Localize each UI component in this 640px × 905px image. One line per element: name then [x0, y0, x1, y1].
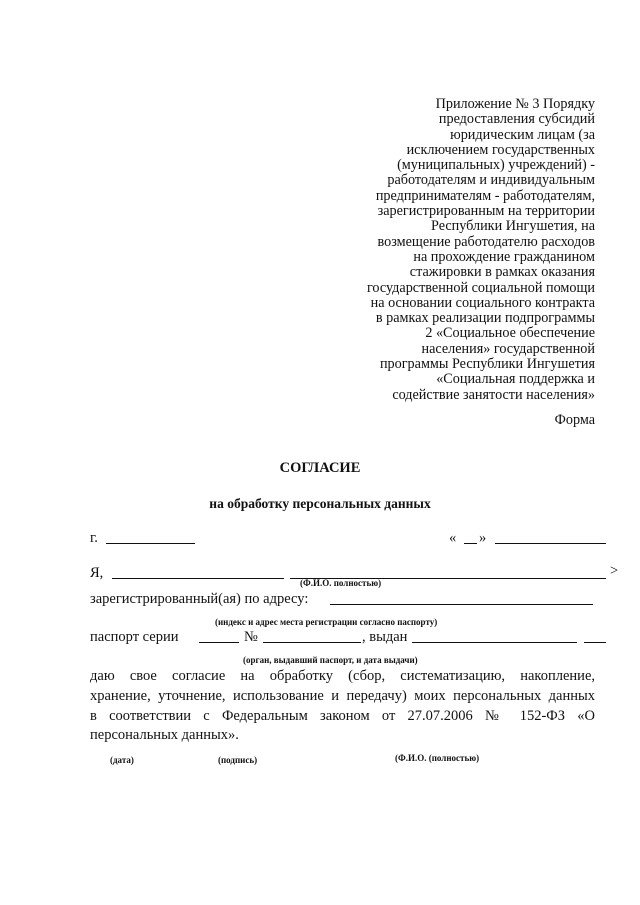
- document-subtitle: на обработку персональных данных: [209, 496, 431, 511]
- consent-line: хранение, уточнение, использование и передачу) моих персональных данных: [90, 687, 595, 704]
- appendix-line: предоставления субсидий: [438, 111, 595, 128]
- date-caption: (дата): [110, 755, 134, 765]
- appendix-line: населения» государственной: [421, 340, 595, 357]
- consent-line: в соответствии с Федеральным законом от 27.07.2006 № 152-ФЗ «О: [90, 707, 595, 724]
- appendix-line: исключением государственных: [406, 141, 595, 158]
- consent-line: даю свое согласие на обработку (сбор, систематизацию, накопление,: [90, 668, 595, 684]
- appendix-line: на прохождение гражданином: [413, 248, 595, 265]
- fio-full-caption: (Ф.И.О. (полностью): [395, 753, 480, 763]
- passport-number-field[interactable]: [263, 642, 361, 643]
- fio-field-1[interactable]: [112, 578, 284, 579]
- consent-paragraph: [90, 667, 595, 746]
- registered-label: зарегистрированный(ая) по адресу:: [90, 591, 309, 607]
- date-open-quote: «: [449, 530, 457, 546]
- address-caption: (индекс и адрес места регистрации согласно паспорту): [215, 617, 438, 627]
- document-title: СОГЛАСИЕ: [279, 460, 361, 476]
- appendix-line: (муниципальных) учреждений) -: [397, 157, 595, 174]
- appendix-line: «Социальная поддержка и: [436, 371, 595, 388]
- appendix-header: [295, 97, 595, 403]
- issuer-field-tail[interactable]: [584, 642, 606, 643]
- form-label: Форма: [554, 412, 595, 428]
- city-field[interactable]: [106, 543, 195, 544]
- appendix-line: зарегистрированным на территории: [377, 203, 595, 220]
- appendix-line: стажировки в рамках оказания: [409, 264, 595, 281]
- issuer-field[interactable]: [412, 642, 577, 643]
- address-field[interactable]: [330, 604, 593, 605]
- arrow-mark: >: [610, 563, 619, 579]
- passport-series-label: паспорт серии: [90, 629, 179, 645]
- appendix-line: возмещение работодателю расходов: [377, 233, 595, 250]
- appendix-line: работодателям и индивидуальным: [387, 172, 595, 189]
- appendix-line: на основании социального контракта: [370, 294, 595, 311]
- appendix-line: Приложение № 3 Порядку: [435, 96, 595, 112]
- consent-line: персональных данных».: [90, 727, 239, 744]
- appendix-line: государственной социальной помощи: [366, 279, 595, 296]
- date-close-quote: »: [479, 530, 487, 546]
- appendix-line: юридическим лицам (за: [450, 126, 595, 143]
- month-year-field[interactable]: [495, 543, 606, 544]
- issued-label: , выдан: [362, 629, 408, 645]
- fio-caption: (Ф.И.О. полностью): [300, 578, 382, 588]
- passport-series-field[interactable]: [199, 642, 239, 643]
- appendix-line: 2 «Социальное обеспечение: [425, 325, 595, 342]
- appendix-line: предпринимателям - работодателям,: [375, 187, 595, 204]
- appendix-line: Республики Ингушетия, на: [431, 218, 595, 235]
- i-prefix: Я,: [90, 565, 104, 581]
- day-field[interactable]: [464, 543, 477, 544]
- appendix-line: содействие занятости населения»: [392, 386, 595, 403]
- appendix-line: в рамках реализации подпрограммы: [375, 310, 595, 327]
- signature-caption: (подпись): [218, 755, 258, 765]
- appendix-line: программы Республики Ингушетия: [379, 356, 595, 373]
- number-sign: №: [244, 629, 258, 645]
- city-prefix: г.: [90, 530, 98, 546]
- issuer-caption: (орган, выдавший паспорт, и дата выдачи): [243, 655, 418, 665]
